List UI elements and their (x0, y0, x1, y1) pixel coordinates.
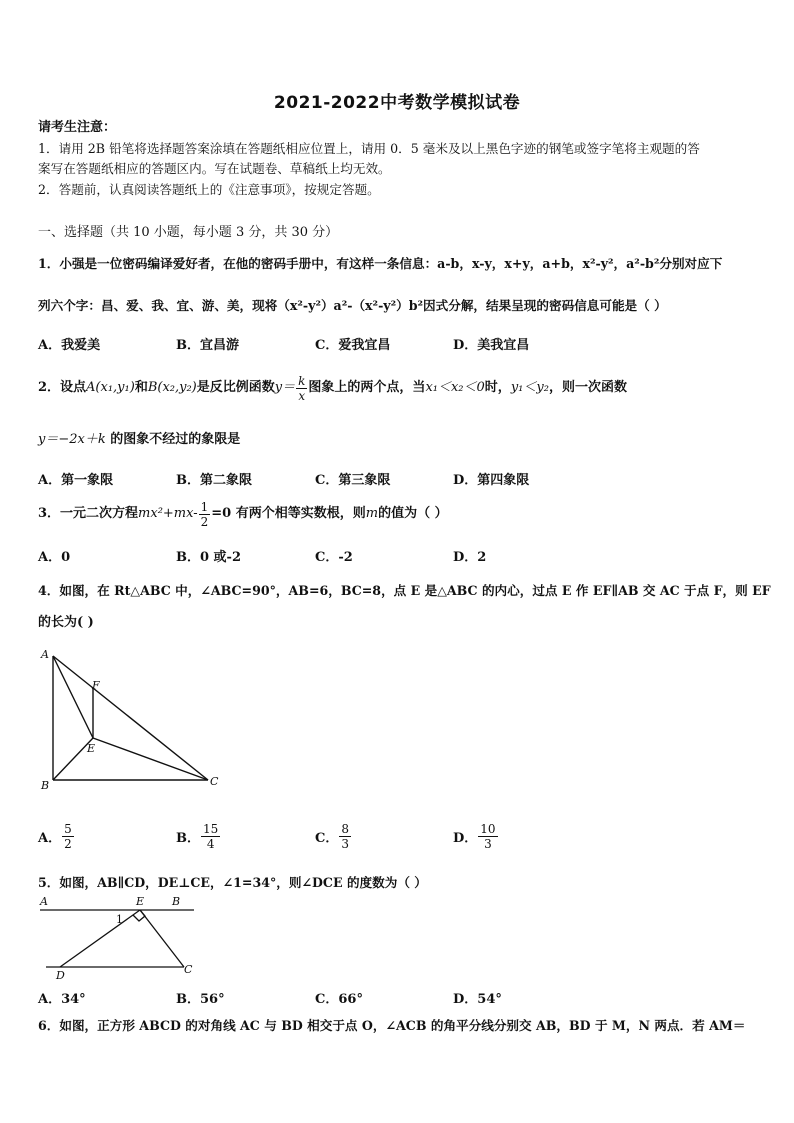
q2-linear-eq: y＝−2x＋k (38, 432, 106, 447)
q4-line-2: 的长为( ) (38, 615, 94, 630)
q2-line-2-text: 的图象不经过的象限是 (110, 432, 241, 447)
notice-line-1a: 1．请用 2B 铅笔将选择题答案涂填在答题纸相应位置上，请用 0．5 毫米及以上黑色字迹的钢笔或签字笔将主观题的答 (38, 141, 700, 156)
q4-line-1: 4．如图，在 Rt△ABC 中，∠ABC=90°，AB=6，BC=8，点 E 是△ABC 的内心，过点 E 作 EF∥AB 交 AC 于点 F，则 EF (38, 583, 771, 598)
q3-text-1: 3．一元二次方程 (38, 506, 139, 521)
q5-right-angle-mark (133, 910, 145, 921)
section-heading: 一、选择题（共 10 小题，每小题 3 分，共 30 分） (38, 225, 339, 240)
q4-option-d[interactable] (453, 816, 499, 856)
q3-option-d[interactable]: D．2 (453, 550, 487, 565)
q1-option-b[interactable]: B．宜昌游 (176, 338, 239, 353)
q5-segment-ec (140, 910, 184, 967)
q2-point-b: B(x₂,y₂) (147, 380, 197, 395)
q4-label-b: B (41, 779, 50, 792)
q2-func-y: y＝ (274, 380, 296, 395)
q5-label-angle-1: 1 (116, 913, 123, 926)
q4-option-b-den: 4 (206, 836, 215, 851)
q4-option-b[interactable] (176, 816, 221, 856)
q4-option-c[interactable] (315, 816, 352, 856)
q5-option-d[interactable]: D．54° (453, 992, 502, 1007)
q1-option-c[interactable]: C．爱我宜昌 (315, 338, 391, 353)
q4-option-a-fraction (62, 822, 74, 851)
q4-label-c: C (210, 775, 219, 788)
q5-option-a[interactable]: A．34° (38, 992, 86, 1007)
q5-label-d: D (56, 969, 65, 982)
q4-segment-ae (53, 656, 93, 738)
q2-option-c[interactable]: C．第三象限 (315, 473, 391, 488)
q5-label-c: C (184, 963, 193, 976)
q2-condition-2: y₁＜y₂ (510, 380, 549, 395)
q3-text-2: =0 有两个相等实数根，则 (211, 506, 366, 521)
q6-line-1: 6．如图，正方形 ABCD 的对角线 AC 与 BD 相交于点 O，∠ACB 的角平分线分别交 AB，BD 于 M，N 两点．若 AM＝ (38, 1018, 746, 1033)
notice-heading: 请考生注意： (38, 120, 117, 135)
q2-fraction (296, 374, 307, 403)
q2-line-2 (38, 430, 240, 450)
q4-triangle-figure (36, 646, 226, 794)
q3-text-3: 的值为（ ） (378, 506, 448, 521)
q3-fraction-den: 2 (200, 514, 209, 529)
q2-text-6: ，则一次函数 (548, 380, 627, 395)
q2-point-a: A(x₁,y₁) (86, 380, 135, 395)
q4-label-a: A (41, 648, 49, 661)
q4-option-c-letter: C． (315, 830, 339, 846)
q4-option-b-fraction (201, 822, 220, 851)
q2-fraction-num: k (298, 373, 306, 388)
q5-label-e: E (136, 895, 145, 908)
q4-option-a-num: 5 (64, 821, 72, 836)
q2-fraction-den: x (298, 388, 306, 403)
q5-line-1: 5．如图，AB∥CD，DE⊥CE，∠1=34°，则∠DCE 的度数为（ ） (38, 875, 427, 890)
q4-option-b-letter: B． (176, 830, 200, 846)
q5-option-c[interactable]: C．66° (315, 992, 363, 1007)
q1-line-1: 1．小强是一位密码编译爱好者，在他的密码手册中，有这样一条信息：a-b，x-y，x+y，a+b，x²-y²，a²-b²分别对应下 (38, 256, 723, 271)
q2-text-4: 图象上的两个点，当 (308, 380, 426, 395)
q2-condition: x₁＜x₂＜0 (425, 380, 485, 395)
q4-option-a[interactable] (38, 816, 75, 856)
q2-line-1 (38, 370, 627, 406)
q2-text-1: 2．设点 (38, 380, 87, 395)
q4-label-f: F (92, 679, 100, 692)
q2-text-5: 时， (484, 380, 511, 395)
q2-text-2: 和 (134, 380, 148, 395)
q1-line-2: 列六个字：昌、爱、我、宜、游、美，现将（x²-y²）a²-（x²-y²）b²因式分解，结果呈现的密码信息可能是（ ） (38, 298, 667, 313)
q4-option-a-den: 2 (64, 836, 72, 851)
q1-option-d[interactable]: D．美我宜昌 (453, 338, 530, 353)
q3-line-1 (38, 496, 448, 532)
q4-option-d-letter: D． (453, 830, 478, 846)
q4-option-a-letter: A． (38, 830, 62, 846)
q3-option-a[interactable]: A．0 (38, 550, 71, 565)
q4-segment-ac (53, 656, 208, 780)
q5-label-a: A (40, 895, 48, 908)
q3-variable-m: m (365, 506, 379, 521)
q2-text-3: 是反比例函数 (196, 380, 275, 395)
q2-option-b[interactable]: B．第二象限 (176, 473, 252, 488)
page-title: 2021-2022中考数学模拟试卷 (273, 93, 521, 113)
notice-line-1b: 案写在答题纸相应的答题区内。写在试题卷、草稿纸上均无效。 (38, 161, 391, 176)
q4-option-c-den: 3 (341, 836, 349, 851)
q3-option-b[interactable]: B．0 或-2 (176, 550, 242, 565)
q4-option-c-num: 8 (341, 821, 349, 836)
q4-option-d-den: 3 (484, 836, 492, 851)
q5-label-b: B (172, 895, 181, 908)
q3-fraction (199, 500, 211, 529)
notice-line-2: 2．答题前，认真阅读答题纸上的《注意事项》，按规定答题。 (38, 182, 380, 197)
q4-option-c-fraction (339, 822, 351, 851)
q3-fraction-num: 1 (200, 499, 209, 514)
q4-option-d-num: 10 (480, 821, 496, 836)
q3-equation: mx²+mx- (138, 506, 198, 521)
q4-segment-ce (93, 738, 208, 780)
q5-parallel-figure (36, 893, 198, 983)
q3-option-c[interactable]: C．-2 (315, 550, 353, 565)
q2-option-d[interactable]: D．第四象限 (453, 473, 530, 488)
q4-option-d-fraction (478, 822, 497, 851)
q1-option-a[interactable]: A．我爱美 (38, 338, 101, 353)
q4-label-e: E (87, 742, 96, 755)
q5-segment-de (60, 910, 140, 967)
q5-option-b[interactable]: B．56° (176, 992, 225, 1007)
q4-option-b-num: 15 (203, 821, 219, 836)
q2-option-a[interactable]: A．第一象限 (38, 473, 114, 488)
